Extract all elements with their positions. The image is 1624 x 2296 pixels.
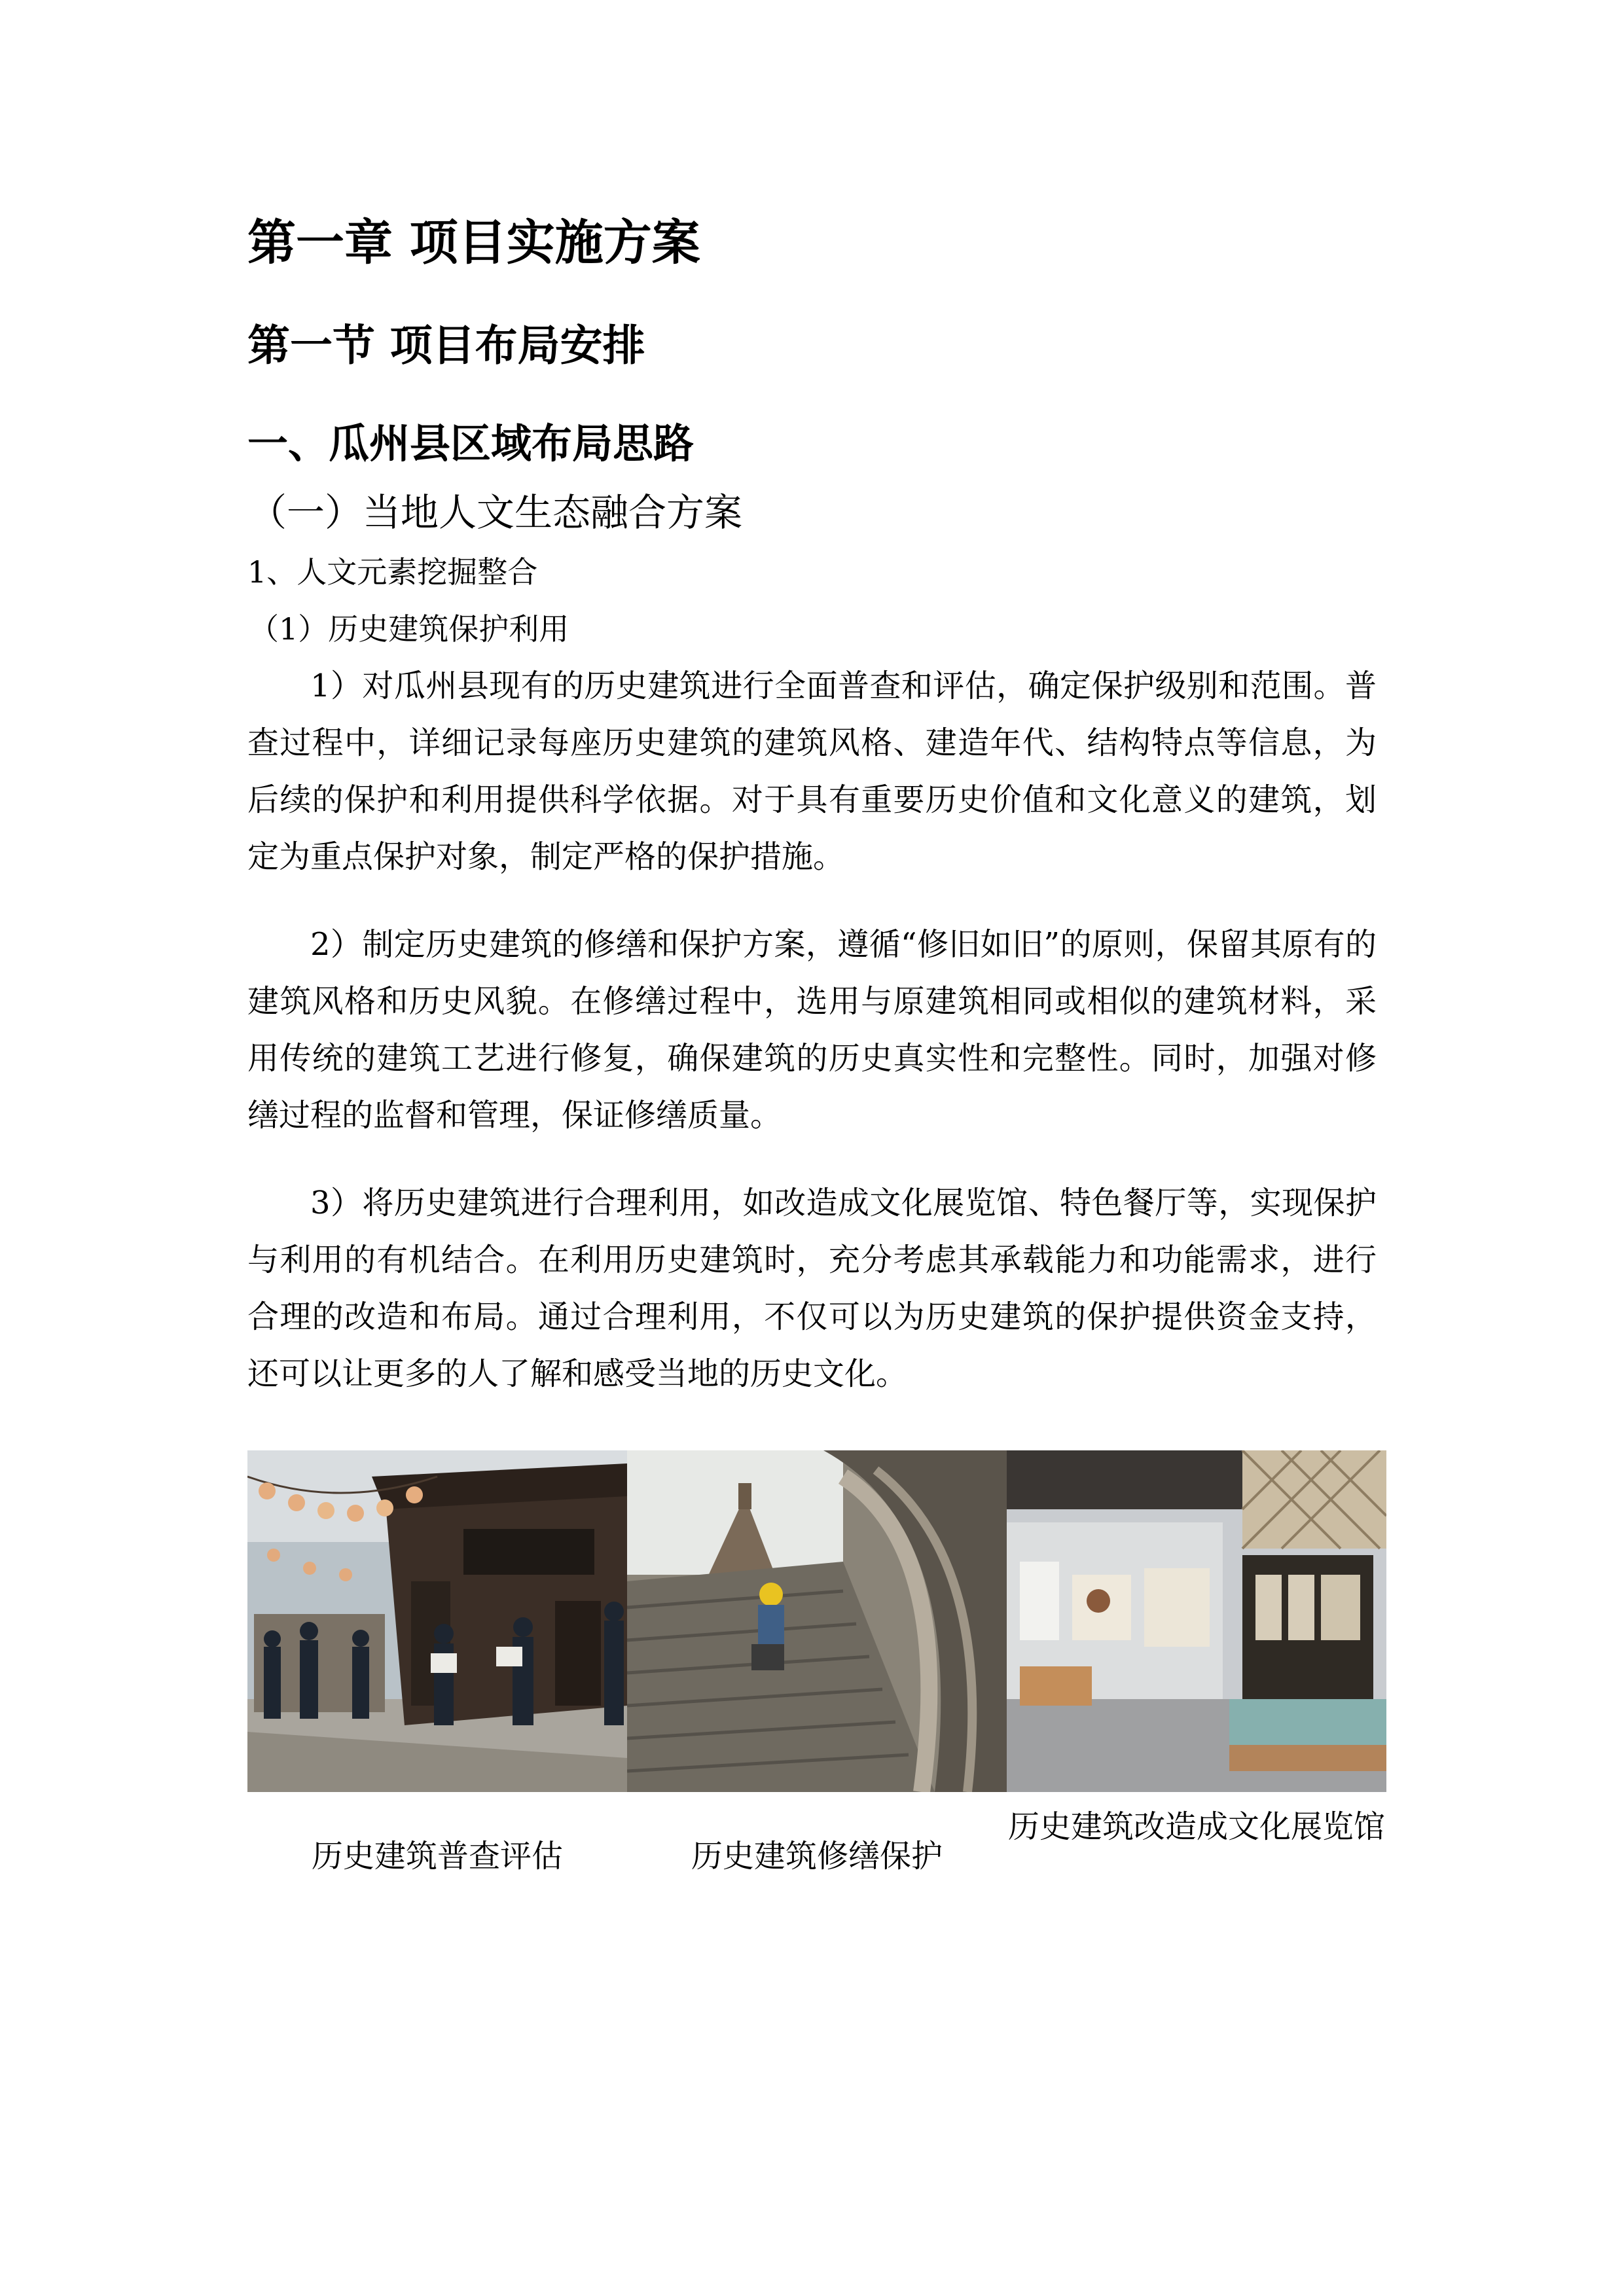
subsection-title: 一、瓜州县区域布局思路: [247, 420, 695, 467]
photo-survey: [247, 1450, 627, 1792]
photo-exhibition-hall: [1007, 1450, 1386, 1792]
photo-restoration: [627, 1450, 1007, 1792]
item-title: 1、人文元素挖掘整合: [247, 554, 538, 590]
chapter-title: 第一章 项目实施方案: [247, 215, 700, 271]
caption-exhibition-hall: 历史建筑改造成文化展览馆: [1007, 1808, 1385, 1845]
paragraph-survey: 1）对瓜州县现有的历史建筑进行全面普查和评估，确定保护级别和范围。普查过程中，详细记录每座历史建筑的建筑风格、建造年代、结构特点等信息，为后续的保护和利用提供科学依据。对于具有重要历史价值和文化意义的建筑，划定为重点保护对象，制定严格的保护措施。: [247, 668, 1377, 875]
section-title: 第一节 项目布局安排: [247, 321, 645, 370]
part-title: （一）当地人文生态融合方案: [249, 490, 743, 535]
caption-survey: 历史建筑普查评估: [311, 1838, 563, 1874]
paragraph-utilization: 3）将历史建筑进行合理利用，如改造成文化展览馆、特色餐厅等，实现保护与利用的有机结合。在利用历史建筑时，充分考虑其承载能力和功能需求，进行合理的改造和布局。通过合理利用，不仅可以为历史建筑的保护提供资金支持，还可以让更多的人了解和感受当地的历史文化。: [247, 1185, 1377, 1392]
paragraph-restoration: 2）制定历史建筑的修缮和保护方案，遵循“修旧如旧”的原则，保留其原有的建筑风格和历史风貌。在修缮过程中，选用与原建筑相同或相似的建筑材料，采用传统的建筑工艺进行修复，确保建筑的历史真实性和完整性。同时，加强对修缮过程的监督和管理，保证修缮质量。: [247, 926, 1377, 1134]
caption-restoration: 历史建筑修缮保护: [691, 1838, 943, 1874]
subitem-title: （1）历史建筑保护利用: [249, 611, 569, 647]
